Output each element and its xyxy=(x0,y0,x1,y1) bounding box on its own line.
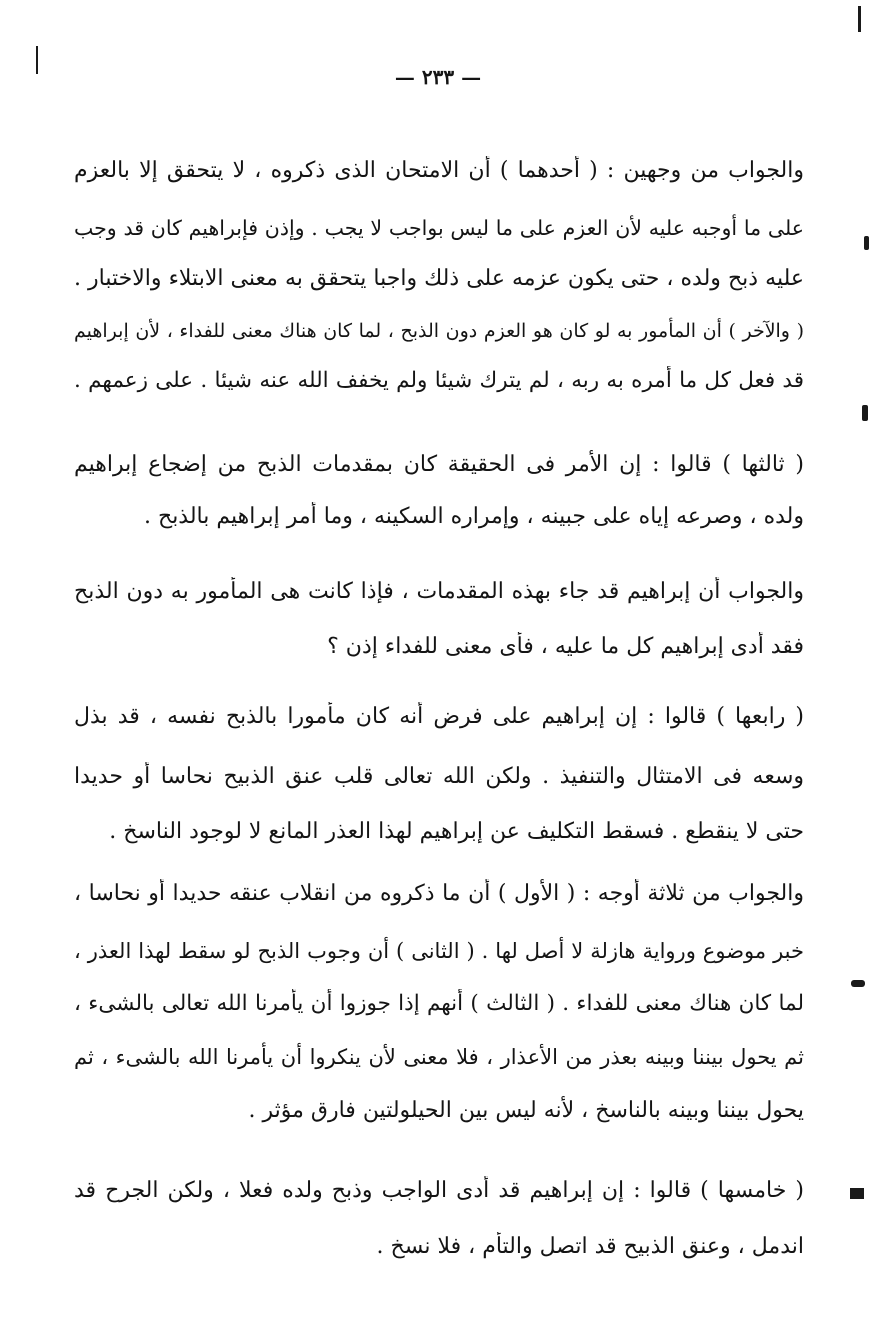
text-line: خبر موضوع ورواية هازلة لا أصل لها . ( الثانى ) أن وجوب الذبح لو سقط لهذا العذر ، xyxy=(74,939,804,963)
text-line: اندمل ، وعنق الذبيح قد اتصل والتأم ، فلا نسخ . xyxy=(376,1234,804,1259)
text-line: والجواب أن إبراهيم قد جاء بهذه المقدمات ، فإذا كانت هى المأمور به دون الذبح xyxy=(74,579,804,604)
text-line: قد فعل كل ما أمره به ربه ، لم يترك شيئا ولم يخفف الله عنه شيئا . على زعمهم . xyxy=(74,368,804,393)
text-line: وسعه فى الامتثال والتنفيذ . ولكن الله تعالى قلب عنق الذبيح نحاسا أو حديدا xyxy=(74,764,804,789)
text-line: على ما أوجبه عليه لأن العزم على ما ليس بواجب لا يجب . وإذن فإبراهيم كان قد وجب xyxy=(74,216,804,240)
scan-margin-mark xyxy=(858,6,861,32)
text-line: لما كان هناك معنى للفداء . ( الثالث ) أنهم إذا جوزوا أن يأمرنا الله تعالى بالشىء ، xyxy=(74,991,804,1016)
text-line: يحول بيننا وبينه بالناسخ ، لأنه ليس بين الحيلولتين فارق مؤثر . xyxy=(248,1098,804,1123)
text-line: ولده ، وصرعه إياه على جبينه ، وإمراره السكينه ، وما أمر إبراهيم بالذبح . xyxy=(144,504,804,529)
text-line: ( والآخر ) أن المأمور به لو كان هو العزم دون الذبح ، لما كان هناك معنى للفداء ، لأن إبراهيم xyxy=(74,320,804,342)
text-line: فقد أدى إبراهيم كل ما عليه ، فأى معنى للفداء إذن ؟ xyxy=(327,634,804,659)
text-line: حتى لا ينقطع . فسقط التكليف عن إبراهيم لهذا العذر المانع لا لوجود الناسخ . xyxy=(109,819,804,844)
text-line: ( خامسها ) قالوا : إن إبراهيم قد أدى الواجب وذبح ولده فعلا ، ولكن الجرح قد xyxy=(74,1178,804,1203)
text-line: ( ثالثها ) قالوا : إن الأمر فى الحقيقة كان بمقدمات الذبح من إضجاع إبراهيم xyxy=(74,452,804,477)
page-number: — ٢٣٣ — xyxy=(394,65,482,89)
text-line: والجواب من وجهين : ( أحدهما ) أن الامتحان الذى ذكروه ، لا يتحقق إلا بالعزم xyxy=(74,158,804,183)
scan-margin-mark xyxy=(850,1188,864,1199)
text-line: ثم يحول بيننا وبينه بعذر من الأعذار ، فلا معنى لأن ينكروا أن يأمرنا الله بالشىء ، ثم xyxy=(74,1045,804,1069)
text-line: ( رابعها ) قالوا : إن إبراهيم على فرض أنه كان مأمورا بالذبح نفسه ، قد بذل xyxy=(74,704,804,729)
scan-margin-mark xyxy=(864,236,869,250)
text-line: والجواب من ثلاثة أوجه : ( الأول ) أن ما ذكروه من انقلاب عنقه حديدا أو نحاسا ، xyxy=(74,881,804,906)
scan-margin-mark xyxy=(862,405,868,421)
scan-margin-mark xyxy=(851,980,865,987)
scan-margin-mark xyxy=(36,46,38,74)
text-line: عليه ذبح ولده ، حتى يكون عزمه على ذلك واجبا يتحقق به معنى الابتلاء والاختبار . xyxy=(74,266,804,291)
